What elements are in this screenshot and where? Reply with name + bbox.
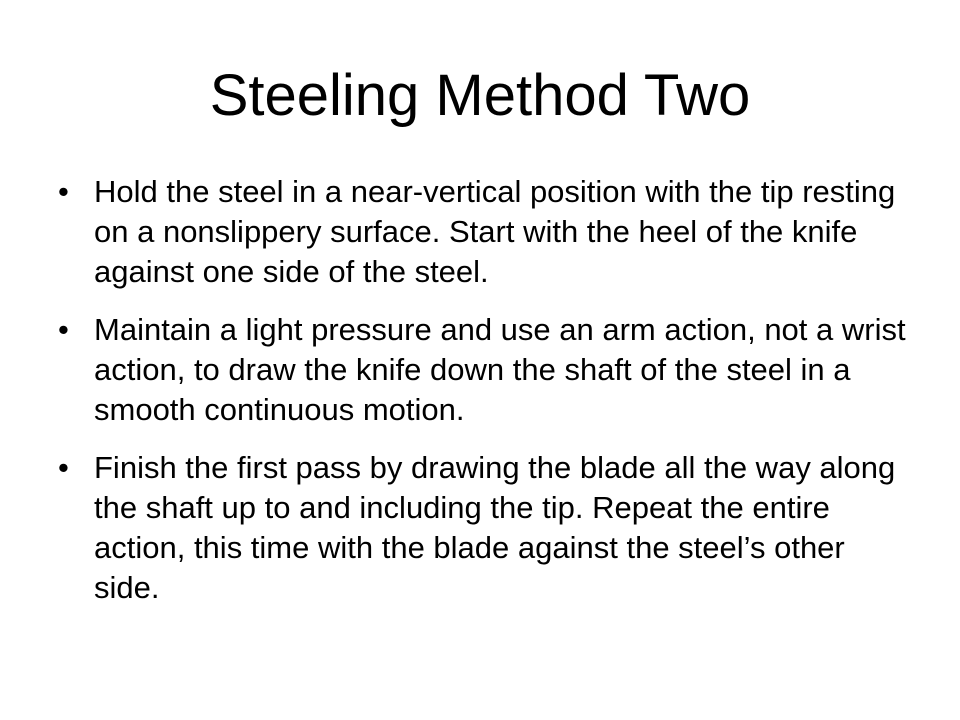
bullet-dot-icon: • xyxy=(58,450,69,485)
bullet-text-2: Maintain a light pressure and use an arm action, not a wrist action, to draw the knife down the shaft of the steel in a smooth continuous motion. xyxy=(94,312,906,427)
bullet-item-3 xyxy=(58,448,908,608)
slide-title: Steeling Method Two xyxy=(209,63,751,128)
bullet-item-2 xyxy=(58,310,908,430)
bullet-item-1 xyxy=(58,172,908,292)
bullet-dot-icon: • xyxy=(58,174,69,209)
bullet-dot-icon: • xyxy=(58,312,69,347)
bullet-list xyxy=(58,172,908,626)
bullet-text-1: Hold the steel in a near-vertical position with the tip resting on a nonslippery surface. Start with the heel of the knife against one side of the steel. xyxy=(94,174,896,289)
bullet-text-3: Finish the first pass by drawing the blade all the way along the shaft up to and including the tip. Repeat the entire action, this time with the blade against the steel’s other side. xyxy=(94,450,896,605)
